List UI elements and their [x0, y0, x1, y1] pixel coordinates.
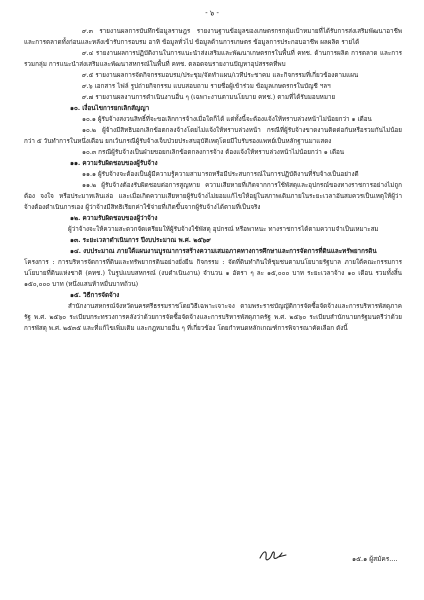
heading-12: ๑๒. ความรับผิดชอบของผู้ว่าจ้าง — [70, 215, 158, 222]
para-15: สำนักงานสหกรณ์จังหวัดนครศรีธรรมราชโดยวิธีเฉพาะเจาะจง ตามพระราชบัญญัติการจัดซื้อจัดจ้างและการบริหารพัสดุภาครัฐ พ.ศ. ๒๕๖๐ ระเบียบกระทรวงการคลังว่าด้วยการจัดซื้อจัดจ้างและการบริหารพัสดุภาครัฐ พ.ศ. ๒๕๖๐ ระเบียบสำนักนายกรัฐมนตรีว่าด้วยการพัสดุ พ.ศ. ๒๕๓๕ และที่แก้ไขเพิ่มเติม และกฎหมายอื่น ๆ ที่เกี่ยวข้อง โดยกำหนดหลักเกณฑ์การพิจารณาคัดเลือก ดังนี้ — [24, 303, 402, 332]
para-11-1: ๑๑.๑ ผู้รับจ้างจะต้องเป็นผู้มีความรู้ความสามารถหรือมีประสบการณ์ในการปฏิบัติงานที่รับจ้างเป็นอย่างดี — [82, 171, 359, 178]
heading-14: ๑๔. งบประมาณ ภายใต้แผนงานบูรณาการสร้างความเสมอภาคทางการศึกษาและการจัดการที่ดินและทรัพยากรดิน — [70, 248, 377, 255]
para-9-5: ๙.๕ รายงานผลการจัดกิจกรรมอบรม/ประชุม/จัดทำแผน/เวทีประชาคม และกิจกรรมที่เกี่ยวข้องตามแผน — [82, 72, 359, 79]
heading-11: ๑๑. ความรับผิดชอบของผู้รับจ้าง — [70, 160, 158, 167]
heading-13: ๑๓. ระยะเวลาดำเนินการ ปีงบประมาณ พ.ศ. ๒๕๖๙ — [70, 237, 211, 244]
signature-icon — [258, 546, 288, 564]
para-10-2: ๑๐.๒ ผู้จ้างมีสิทธิบอกเลิกข้อตกลงจ้างโดยไม่แจ้งให้ทราบล่วงหน้า กรณีที่ผู้รับจ้างขาดงานติดต่อกันหรือรวมกันไม่น้อยกว่า ๕ วันทำการในหนึ่งเดือน ยกเว้นกรณีผู้รับจ้างเจ็บป่วยประสบอุบัติเหตุโดยมีใบรับรองแพทย์เป็นหลักฐานมาแสดง — [24, 127, 402, 145]
para-10-1: ๑๐.๑ ผู้รับจ้างสงวนสิทธิ์ที่จะขอเลิกการจ้างเมื่อใดก็ได้ แต่ทั้งนี้จะต้องแจ้งให้ทราบล่วงหน้าไม่น้อยกว่า ๑ เดือน — [82, 116, 372, 123]
para-12: ผู้ว่าจ้างจะให้ความสะดวกจัดเตรียมให้ผู้รับจ้างใช้พัสดุ อุปกรณ์ หรือพาหนะ ทางราชการได้ตามความจำเป็นเหมาะสม — [68, 226, 379, 233]
heading-15: ๑๕. วิธีการจัดจ้าง — [70, 292, 120, 299]
continued-text: ๑๕.๑ ผู้สมัคร.... — [352, 555, 398, 563]
para-9-6: ๙.๖ เอกสาร ไฟล์ รูปถ่ายกิจกรรม แบบสอบถาม รายชื่อผู้เข้าร่วม ข้อมูลเกษตรกรในบัญชี ฯลฯ — [82, 83, 331, 90]
heading-10: ๑๐. เงื่อนไขการยกเลิกสัญญา — [70, 105, 150, 112]
para-10-3: ๑๐.๓ กรณีผู้รับจ้างเป็นฝ่ายขอยกเลิกข้อตกลงการจ้าง ต้องแจ้งให้ทราบล่วงหน้าไม่น้อยกว่า ๑ เดือน — [82, 149, 345, 156]
page-footer — [0, 546, 424, 576]
document-body — [24, 26, 402, 334]
para-9-4: ๙.๔ รายงานผลการปฏิบัติงานในการแนะนำส่งเสริมและพัฒนาเกษตรกรในพื้นที่ คทช. ด้านการผลิต การตลาด และการรวมกลุ่ม การแนะนำส่งเสริมและพัฒนาสหกรณ์ในพื้นที่ คทช. ตลอดจนรายงานปัญหาอุปสรรคที่พบ — [24, 50, 402, 68]
para-14: โครงการ : การบริหารจัดการที่ดินและทรัพยากรดินอย่างยั่งยืน กิจกรรม : จัดที่ดินทำกินให้ชุมชนตามนโยบายรัฐบาล ภายใต้คณะกรรมการนโยบายที่ดินแห่งชาติ (คทช.) ในรูปแบบสหกรณ์ (งบดำเนินงาน) จำนวน ๑ อัตรา ๆ ละ ๑๕,๐๐๐ บาท ระยะเวลาจ้าง ๑๐ เดือน รวมทั้งสิ้น ๑๕๐,๐๐๐ บาท (หนึ่งแสนห้าหมื่นบาทถ้วน) — [24, 259, 402, 288]
page-number: - ๖ - — [205, 9, 219, 17]
para-9-7: ๙.๗ รายงานผลงานการดำเนินงานอื่น ๆ (เฉพาะงานตามนโยบาย คทช.) ตามที่ได้รับมอบหมาย — [82, 94, 336, 101]
para-9-3: ๙.๓ รายงานผลการบันทึกข้อมูลราษฎร รายงานฐานข้อมูลของเกษตรกรกลุ่มเป้าหมายที่ได้รับการส่งเสริมพัฒนาอาชีพและการตลาดทั้งก่อนและหลังเข้ารับการอบรม อาทิ ข้อมูลทั่วไป ข้อมูลด้านการเกษตร ข้อมูลการประกอบอาชีพ ผลผลิต รายได้ — [24, 28, 402, 46]
para-11-2: ๑๑.๒ ผู้รับจ้างต้องรับผิดชอบต่อการสูญหาย ความเสียหายที่เกิดจากการใช้พัสดุและอุปกรณ์ของทางราชการอย่างไม่ถูกต้อง จงใจ หรือประมาทเลินเล่อ และเมื่อเกิดความเสียหายผู้รับจ้างไม่ยอมแก้ไขให้อยู่ในสภาพเดิมภายในระยะเวลาอันสมควรเป็นเหตุให้ผู้ว่าจ้างต้องดำเนินการเอง ผู้ว่าจ้างมีสิทธิเรียกค่าใช้จ่ายที่เกิดขึ้นจากผู้รับจ้างได้ตามที่เป็นจริง — [24, 182, 402, 211]
